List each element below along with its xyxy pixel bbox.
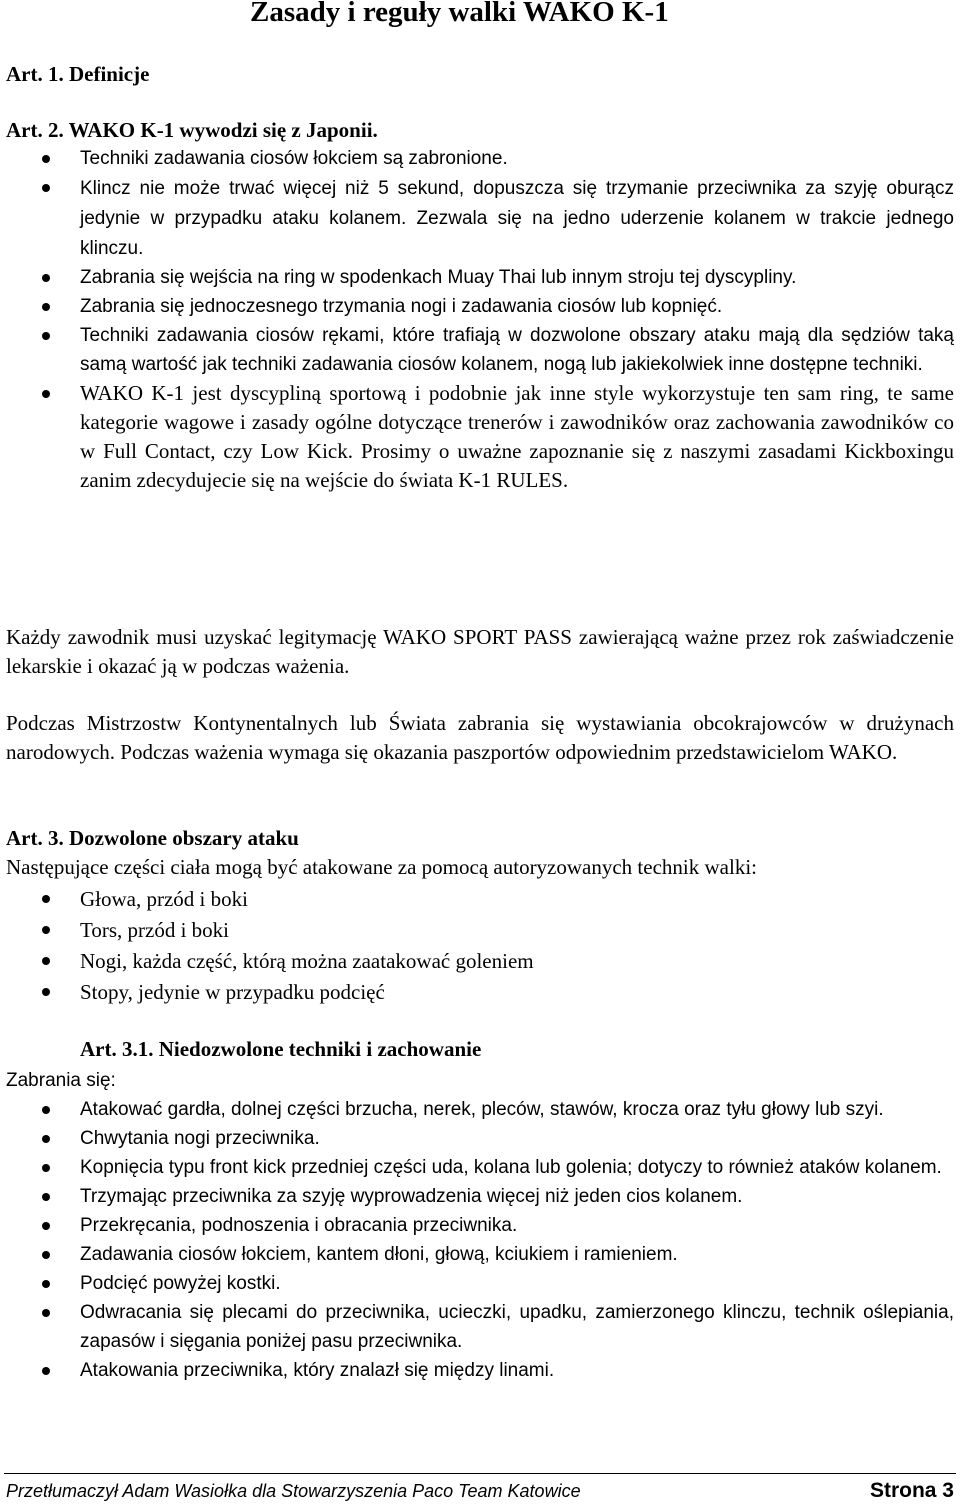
bullet-icon (42, 1164, 50, 1172)
paragraph-championships: Podczas Mistrzostw Kontynentalnych lub Świata zabrania się wystawiania obcokrajowców w drużynach narodowych. Podczas ważenia wymaga się okazania paszportów odpowiednim przedstawicielom WAKO. (6, 711, 954, 764)
heading-art-3-1: Art. 3.1. Niedozwolone techniki i zachowanie (80, 1037, 482, 1061)
list-item: Stopy, jedynie w przypadku podcięć (6, 977, 954, 1008)
bullet-icon (42, 895, 50, 903)
list-item: Techniki zadawania ciosów rękami, które trafiają w dozwolone obszary ataku mają dla sędziów taką samą wartość jak techniki zadawania ciosów kolanem, nogą lub jakiekolwiek inne dostępne techniki. (6, 321, 954, 379)
bullet-icon (42, 1193, 50, 1201)
bullet-icon (42, 1367, 50, 1375)
footer-divider (4, 1473, 956, 1474)
bullet-icon (42, 332, 50, 340)
bullet-icon (42, 303, 50, 311)
list-item: WAKO K-1 jest dyscypliną sportową i podobnie jak inne style wykorzystuje ten sam ring, te same kategorie wagowe i zasady ogólne dotyczące trenerów i zawodników oraz zachowania zawodników co w Full Contact, czy Low Kick. Prosimy o uważne zapoznanie się z naszymi zasadami Kickboxingu zanim zdecydujecie się na wejście do świata K-1 RULES. (6, 379, 954, 495)
bullet-icon (42, 926, 50, 934)
list-item: Chwytania nogi przeciwnika. (6, 1124, 954, 1153)
heading-art-2: Art. 2. WAKO K-1 wywodzi się z Japonii. (6, 118, 378, 142)
list-item: Klincz nie może trwać więcej niż 5 sekund, dopuszcza się trzymanie przeciwnika za szyję oburącz jedynie w przypadku ataku kolanem. Zezwala się na jedno uderzenie kolanem w trakcie jednego klinczu. (6, 173, 954, 263)
list-item: Nogi, każda część, którą można zaatakować goleniem (6, 946, 954, 977)
art-3-intro: Następujące części ciała mogą być atakowane za pomocą autoryzowanych technik walki: (6, 855, 757, 879)
bullet-icon (42, 957, 50, 965)
art-3-bullet-list (6, 884, 954, 1008)
bullet-icon (42, 1309, 50, 1317)
bullet-icon (42, 988, 50, 996)
bullet-icon (42, 390, 50, 398)
bullet-icon (42, 1280, 50, 1288)
list-item: Odwracania się plecami do przeciwnika, ucieczki, upadku, zamierzonego klinczu, technik oślepiania, zapasów i sięgania poniżej pasu przeciwnika. (6, 1298, 954, 1356)
list-item: Zabrania się wejścia na ring w spodenkach Muay Thai lub innym stroju tej dyscypliny. (6, 263, 954, 292)
art-3-1-intro: Zabrania się: (6, 1070, 116, 1091)
art-3-1-bullet-list (6, 1095, 954, 1385)
art-2-bullet-list (6, 144, 954, 495)
list-item: Techniki zadawania ciosów łokciem są zabronione. (6, 144, 954, 173)
list-item: Zabrania się jednoczesnego trzymania nogi i zadawania ciosów lub kopnięć. (6, 292, 954, 321)
footer-credit: Przetłumaczył Adam Wasiołka dla Stowarzyszenia Paco Team Katowice (6, 1481, 581, 1501)
list-item: Atakować gardła, dolnej części brzucha, nerek, pleców, stawów, krocza oraz tyłu głowy lub szyi. (6, 1095, 954, 1124)
list-item: Trzymając przeciwnika za szyję wyprowadzenia więcej niż jeden cios kolanem. (6, 1182, 954, 1211)
paragraph-sport-pass: Każdy zawodnik musi uzyskać legitymację WAKO SPORT PASS zawierającą ważne przez rok zaświadczenie lekarskie i okazać ją w podczas ważenia. (6, 625, 954, 678)
bullet-icon (42, 1222, 50, 1230)
bullet-icon (42, 274, 50, 282)
list-item: Głowa, przód i boki (6, 884, 954, 915)
bullet-icon (42, 155, 50, 163)
page-number: Strona 3 (869, 1479, 954, 1502)
list-item: Podcięć powyżej kostki. (6, 1269, 954, 1298)
heading-art-3: Art. 3. Dozwolone obszary ataku (6, 826, 299, 850)
bullet-icon (42, 1251, 50, 1259)
list-item: Zadawania ciosów łokciem, kantem dłoni, głową, kciukiem i ramieniem. (6, 1240, 954, 1269)
list-item: Tors, przód i boki (6, 915, 954, 946)
bullet-icon (42, 1135, 50, 1143)
document-title: Zasady i reguły walki WAKO K-1 (250, 0, 669, 28)
list-item: Atakowania przeciwnika, który znalazł się między linami. (6, 1356, 954, 1385)
bullet-icon (42, 1106, 50, 1114)
heading-art-1: Art. 1. Definicje (6, 62, 150, 86)
list-item: Kopnięcia typu front kick przedniej części uda, kolana lub golenia; dotyczy to również ataków kolanem. (6, 1153, 954, 1182)
bullet-icon (42, 184, 50, 192)
list-item: Przekręcania, podnoszenia i obracania przeciwnika. (6, 1211, 954, 1240)
